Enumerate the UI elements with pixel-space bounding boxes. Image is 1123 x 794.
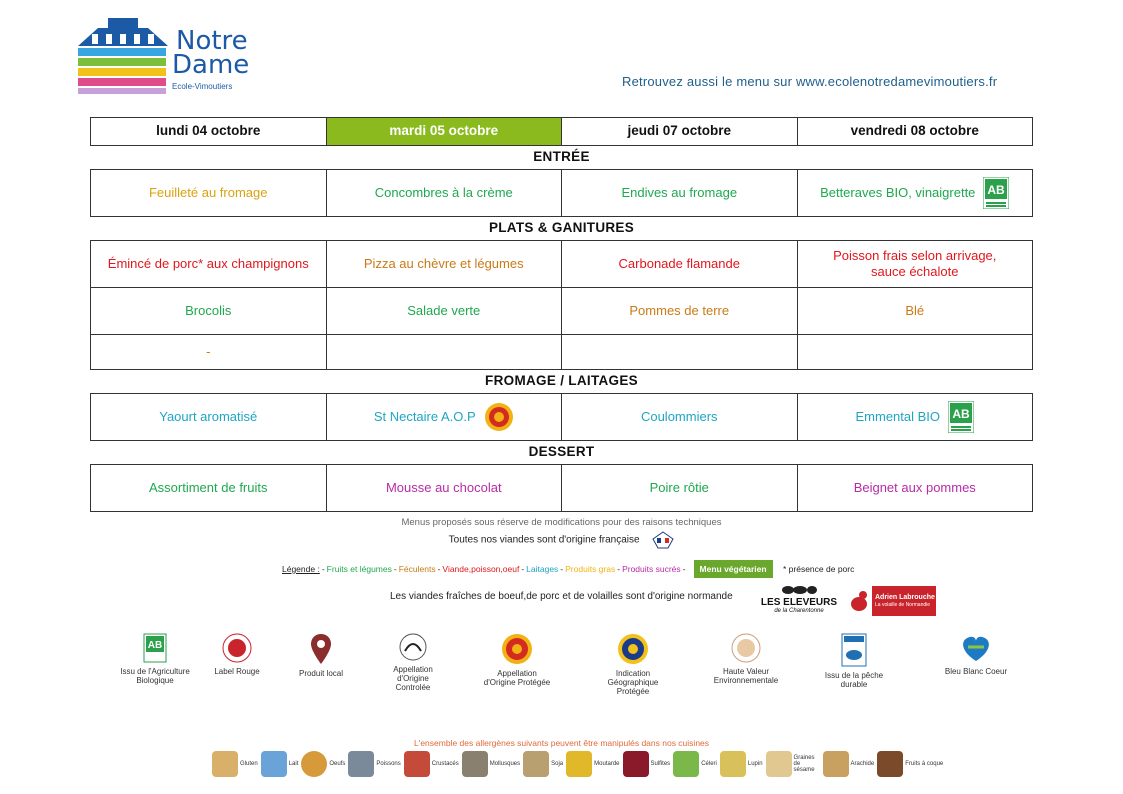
ab-organic-icon (948, 401, 974, 433)
label-bbc-text: Bleu Blanc Coeur (944, 667, 1008, 676)
section-fromage: FROMAGE / LAITAGES (91, 370, 1033, 394)
label-ab-text: Issu de l'Agriculture Biologique (120, 667, 190, 686)
allergen-label: Poissons (376, 761, 401, 767)
label-peche-text: Issu de la pêche durable (824, 671, 884, 690)
adrien-subtitle: La volaille de Normandie (875, 602, 931, 609)
extra-monday: - (91, 335, 327, 370)
eleveurs-subtitle: de la Charentonne (774, 608, 824, 614)
bleu-blanc-coeur-icon (958, 633, 994, 663)
entree-friday-text: Betteraves BIO, vinaigrette (820, 185, 976, 201)
allergens-title: L'ensemble des allergènes suivants peuvent être manipulés dans nos cuisines (413, 738, 710, 748)
allergen-label: Soja (551, 761, 564, 767)
viande-francaise-icon (652, 531, 674, 549)
dessert-friday: Beignet aux pommes (797, 465, 1033, 512)
allergen-fruits-coque (877, 751, 943, 777)
website-link[interactable]: Retrouvez aussi le menu sur www.ecolenotredamevimoutiers.fr (622, 74, 998, 89)
crustacean-icon (404, 751, 430, 777)
fromage-friday-text: Emmental BIO (855, 409, 941, 425)
legend-sep: - (521, 564, 525, 574)
label-igp (598, 633, 668, 697)
ab-organic-icon (143, 633, 167, 663)
allergen-sesame (766, 751, 820, 777)
allergen-label: Arachide (850, 761, 875, 767)
origin-note: Les viandes fraîches de boeuf,de porc et de volailles sont d'origine normande (390, 591, 733, 602)
allergen-label: Lait (288, 761, 299, 767)
entree-thursday: Endives au fromage (562, 170, 798, 217)
legend-sucres: Produits sucrés (622, 564, 681, 574)
label-bbc (936, 633, 1016, 676)
allergen-arachide (823, 751, 875, 777)
allergen-label: Gluten (240, 761, 258, 767)
milk-icon (261, 751, 287, 777)
fromage-row (91, 394, 1033, 441)
label-local-text: Produit local (298, 669, 344, 678)
allergen-mollusques (462, 751, 520, 777)
legend-sep: - (560, 564, 564, 574)
day-header-friday: vendredi 08 octobre (797, 118, 1033, 146)
soy-icon (523, 751, 549, 777)
extra-row (91, 335, 1033, 370)
day-header-thursday: jeudi 07 octobre (562, 118, 798, 146)
garniture-row (91, 288, 1033, 335)
school-logo (78, 18, 248, 98)
allergen-poissons (348, 751, 400, 777)
allergen-gluten (212, 751, 258, 777)
allergen-lupin (720, 751, 763, 777)
allergen-oeufs (301, 751, 345, 777)
day-header-monday: lundi 04 octobre (91, 118, 327, 146)
msc-fish-icon (841, 633, 867, 667)
legend-sep: - (393, 564, 397, 574)
extra-thursday (562, 335, 798, 370)
label-hve (706, 633, 786, 685)
wine-icon (623, 751, 649, 777)
logo-text-dame: Dame (172, 50, 250, 80)
extra-tuesday (326, 335, 562, 370)
section-entree: ENTRÉE (91, 146, 1033, 170)
plat-friday (797, 241, 1033, 288)
legend-fruits: Fruits et légumes (326, 564, 392, 574)
sesame-icon (766, 751, 792, 777)
dessert-monday: Assortiment de fruits (91, 465, 327, 512)
farm-animals-icon (760, 583, 838, 595)
allergen-label: Mollusques (489, 761, 521, 767)
plat-monday: Émincé de porc* aux champignons (91, 241, 327, 288)
label-local (286, 633, 356, 678)
allergen-celeri (673, 751, 717, 777)
entree-friday (797, 170, 1033, 217)
viandes-note-text: Toutes nos viandes sont d'origine française (448, 534, 640, 546)
allergen-soja (523, 751, 563, 777)
igp-seal-icon (617, 633, 649, 665)
fromage-thursday: Coulommiers (562, 394, 798, 441)
allergen-label: Céleri (701, 761, 717, 767)
label-aoc-text: Appellation d'Origine Controlée (393, 665, 433, 693)
pork-note: * présence de porc (783, 564, 855, 574)
legend-sep: - (682, 564, 686, 574)
plat-friday-text: Poisson frais selon arrivage, sauce échalote (833, 248, 997, 279)
fromage-tuesday-text: St Nectaire A.O.P (373, 409, 476, 425)
fromage-tuesday (326, 394, 562, 441)
legend-vegetarien: Menu végétarien (694, 560, 773, 578)
section-dessert: DESSERT (91, 441, 1033, 465)
adrien-title: Adrien Labrouche (875, 594, 935, 602)
dessert-row (91, 465, 1033, 512)
reserve-note: Menus proposés sous réserve de modifications pour des raisons techniques (401, 517, 722, 528)
allergen-sulfites (623, 751, 671, 777)
aop-seal-icon (484, 402, 514, 432)
fromage-friday (797, 394, 1033, 441)
weekly-menu-table (90, 117, 1033, 512)
allergen-label: Crustacés (431, 761, 459, 767)
eleveurs-title: LES ELEVEURS (760, 597, 838, 608)
allergen-label: Lupin (747, 761, 763, 767)
entree-row (91, 170, 1033, 217)
aop-seal-icon (501, 633, 533, 665)
legend-laitages: Laitages (526, 564, 559, 574)
logo-subtitle: Ecole-Vimoutiers (172, 82, 233, 91)
allergen-label: Fruits à coque (905, 761, 944, 767)
lupin-icon (720, 751, 746, 777)
nuts-icon (877, 751, 903, 777)
allergen-moutarde (566, 751, 619, 777)
label-aop (482, 633, 552, 687)
legend (282, 560, 773, 578)
fromage-monday: Yaourt aromatisé (91, 394, 327, 441)
egg-icon (301, 751, 327, 777)
label-rouge (204, 633, 270, 676)
label-aop-text: Appellation d'Origine Protégée (483, 669, 551, 688)
legend-key: Légende : (282, 564, 320, 574)
aoc-icon (399, 633, 427, 661)
garniture-tuesday: Salade verte (326, 288, 562, 335)
ab-organic-icon (983, 177, 1009, 209)
gluten-icon (212, 751, 238, 777)
legend-feculents: Féculents (398, 564, 436, 574)
plat-tuesday: Pizza au chèvre et légumes (326, 241, 562, 288)
plat-row (91, 241, 1033, 288)
ab-icon-text: AB (952, 407, 970, 421)
label-ab (120, 633, 190, 685)
allergen-crustaces (404, 751, 459, 777)
dessert-tuesday: Mousse au chocolat (326, 465, 562, 512)
fish-icon (348, 751, 374, 777)
days-row (91, 118, 1033, 146)
section-plats: PLATS & GANITURES (91, 217, 1033, 241)
label-aoc (380, 633, 446, 693)
garniture-friday: Blé (797, 288, 1033, 335)
day-header-tuesday: mardi 05 octobre (326, 118, 562, 146)
allergens-list (212, 748, 943, 780)
label-rouge-icon (222, 633, 252, 663)
label-hve-text: Haute Valeur Environnementale (713, 667, 779, 686)
entree-monday: Feuilleté au fromage (91, 170, 327, 217)
chicken-icon (846, 586, 872, 616)
hve-icon (731, 633, 761, 663)
label-igp-text: Indication Géographique Protégée (607, 669, 659, 697)
legend-gras: Produits gras (565, 564, 616, 574)
legend-sep: - (437, 564, 441, 574)
ab-icon-text: AB (147, 640, 163, 651)
allergen-label: Oeufs (329, 761, 346, 767)
label-peche (816, 633, 892, 689)
label-rouge-text: Label Rouge (214, 667, 260, 676)
garniture-thursday: Pommes de terre (562, 288, 798, 335)
plat-thursday: Carbonade flamande (562, 241, 798, 288)
extra-friday (797, 335, 1033, 370)
allergen-lait (261, 751, 299, 777)
dessert-thursday: Poire rôtie (562, 465, 798, 512)
allergen-label: Moutarde (594, 761, 620, 767)
eleveurs-logo (760, 583, 838, 615)
allergen-label: Graines de sésame (793, 755, 815, 773)
adrien-labrouche-logo (846, 586, 936, 616)
legend-viande: Viande,poisson,oeuf (442, 564, 520, 574)
garniture-monday: Brocolis (91, 288, 327, 335)
legend-sep: - (321, 564, 325, 574)
logo-text-notre: Notre (176, 26, 248, 56)
peanut-icon (823, 751, 849, 777)
legend-sep: - (617, 564, 621, 574)
entree-tuesday: Concombres à la crème (326, 170, 562, 217)
ab-icon-text: AB (987, 183, 1006, 197)
allergen-label: Sulfites (650, 761, 671, 767)
viandes-note (0, 531, 1123, 549)
celery-icon (673, 751, 699, 777)
location-pin-icon (310, 633, 332, 665)
mustard-icon (566, 751, 592, 777)
quality-labels (110, 633, 1030, 703)
mollusc-icon (462, 751, 488, 777)
